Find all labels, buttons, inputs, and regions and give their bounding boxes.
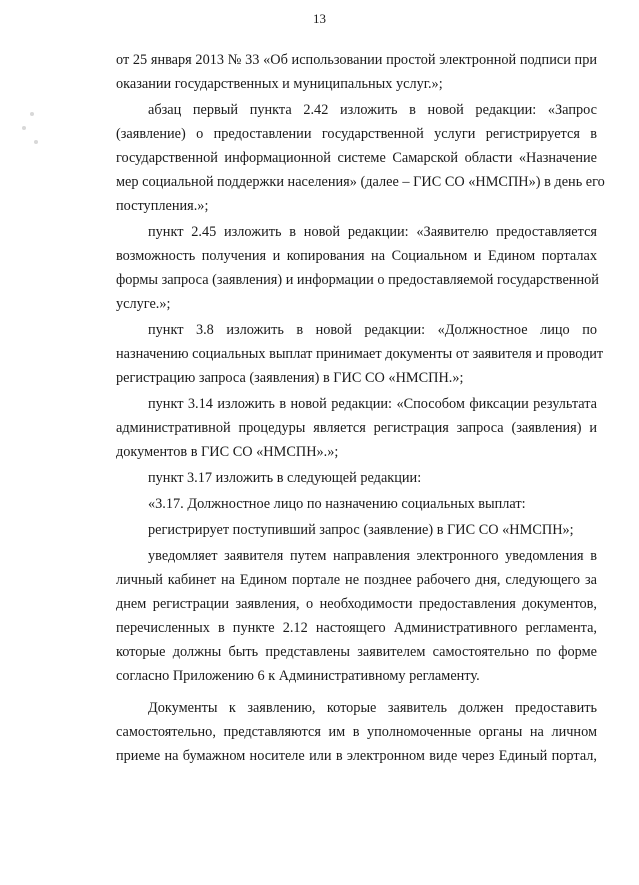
paragraph-documents xyxy=(116,696,597,768)
text-line: которые должны быть представлены заявителем самостоятельно по форме xyxy=(116,644,597,660)
text-line: абзац первый пункта 2.42 изложить в новой редакции: «Запрос xyxy=(148,102,597,118)
text-line: оказании государственных и муниципальных услуг.»; xyxy=(116,76,443,92)
text-line: пункт 3.8 изложить в новой редакции: «Должностное лицо по xyxy=(148,322,597,338)
paragraph-item-3-17-heading xyxy=(116,492,597,516)
text-line: поступления.»; xyxy=(116,198,209,214)
paragraph-item-2-42 xyxy=(116,98,605,218)
page-number: 13 xyxy=(313,11,326,26)
text-line: пункт 3.14 изложить в новой редакции: «Способом фиксации результата xyxy=(148,396,597,412)
text-line: Документы к заявлению, которые заявитель должен предоставить xyxy=(148,700,597,716)
margin-mark xyxy=(34,140,38,144)
text-line: документов в ГИС СО «НМСПН».»; xyxy=(116,444,339,460)
text-line: согласно Приложению 6 к Административному регламенту. xyxy=(116,668,480,684)
paragraph-letter-reference xyxy=(116,48,597,96)
text-line: формы запроса (заявления) и информации о предоставляемой государственной xyxy=(116,272,599,288)
text-line: регистрацию запроса (заявления) в ГИС СО «НМСПН.»; xyxy=(116,370,464,386)
paragraph-item-3-17-intro xyxy=(116,466,597,490)
text-line: «3.17. Должностное лицо по назначению социальных выплат: xyxy=(148,496,526,512)
text-line: личный кабинет на Едином портале не позднее рабочего дня, следующего за xyxy=(116,572,597,588)
text-line: от 25 января 2013 № 33 «Об использовании простой электронной подписи при xyxy=(116,52,597,68)
document-body xyxy=(116,48,605,768)
paragraph-item-3-14 xyxy=(116,392,597,464)
text-line: перечисленных в пункте 2.12 настоящего Административного регламента, xyxy=(116,620,597,636)
text-line: днем регистрации заявления, о необходимости предоставления документов, xyxy=(116,596,597,612)
text-line: возможность получения и копирования на Социальном и Едином порталах xyxy=(116,248,597,264)
text-line: услуге.»; xyxy=(116,296,171,312)
margin-mark xyxy=(22,126,26,130)
text-line: самостоятельно, представляются им в уполномоченные органы на личном xyxy=(116,724,597,740)
text-line: пункт 3.17 изложить в следующей редакции: xyxy=(148,470,422,486)
text-line: мер социальной поддержки населения» (далее – ГИС СО «НМСПН») в день его xyxy=(116,174,605,190)
paragraph-notification xyxy=(116,544,597,688)
text-line: административной процедуры является регистрация запроса (заявления) и xyxy=(116,420,597,436)
paragraph-registration xyxy=(116,518,597,542)
margin-mark xyxy=(30,112,34,116)
text-line: уведомляет заявителя путем направления электронного уведомления в xyxy=(148,548,597,564)
text-line: регистрирует поступивший запрос (заявление) в ГИС СО «НМСПН»; xyxy=(148,522,574,538)
paragraph-item-3-8 xyxy=(116,318,604,390)
text-line: (заявление) о предоставлении государственной услуги регистрируется в xyxy=(116,126,597,142)
paragraph-item-2-45 xyxy=(116,220,597,316)
text-line: пункт 2.45 изложить в новой редакции: «Заявителю предоставляется xyxy=(148,224,597,240)
text-line: государственной информационной системе Самарской области «Назначение xyxy=(116,150,597,166)
text-line: назначению социальных выплат принимает документы от заявителя и проводит xyxy=(116,346,604,362)
text-line: приеме на бумажном носителе или в электронном виде через Единый портал, xyxy=(116,748,597,764)
